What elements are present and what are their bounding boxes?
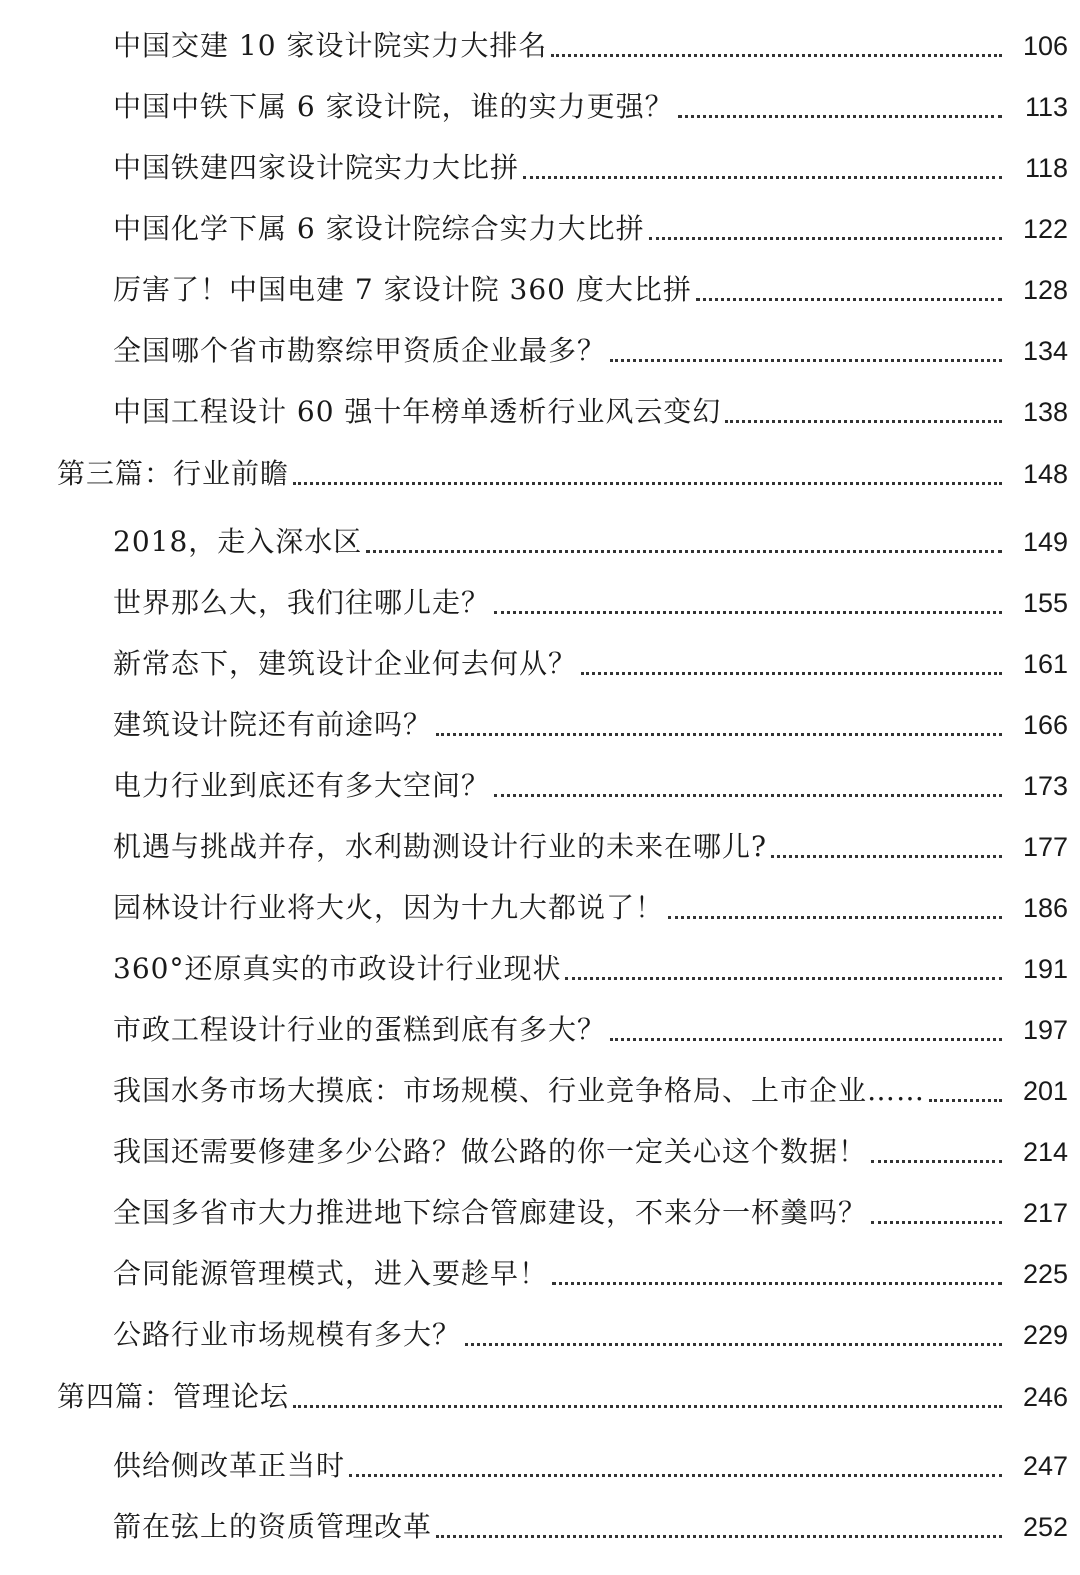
toc-entry[interactable]: [0, 1010, 1080, 1050]
toc-entry[interactable]: [0, 1071, 1080, 1111]
toc-entry[interactable]: [0, 705, 1080, 745]
toc-entry[interactable]: [0, 1193, 1080, 1233]
toc-entry-title: 供给侧改革正当时: [113, 1449, 346, 1482]
dot-leader: [523, 176, 1002, 179]
dot-leader: [610, 1038, 1002, 1041]
toc-entry-title: 我国水务市场大摸底：市场规模、行业竞争格局、上市企业……: [113, 1074, 926, 1107]
toc-page-number: 197: [1022, 1015, 1068, 1045]
toc-entry-title: 全国多省市大力推进地下综合管廊建设，不来分一杯羹吗？: [113, 1196, 868, 1229]
toc-entry[interactable]: [0, 949, 1080, 989]
toc-entry-title: 公路行业市场规模有多大？: [113, 1318, 462, 1351]
toc-entry[interactable]: [0, 331, 1080, 371]
dot-leader: [436, 733, 1002, 736]
dot-leader: [678, 115, 1002, 118]
toc-page-number: 173: [1022, 771, 1068, 801]
toc-page-number: 113: [1024, 92, 1068, 122]
toc-page-number: 122: [1022, 214, 1068, 244]
dot-leader: [349, 1474, 1002, 1477]
dot-leader: [668, 916, 1002, 919]
toc-page-number: 161: [1022, 649, 1068, 679]
toc-entry-title: 园林设计行业将大火，因为十九大都说了！: [113, 891, 665, 924]
toc-entry[interactable]: [0, 209, 1080, 249]
dot-leader: [649, 237, 1002, 240]
toc-entry-title: 厉害了！中国电建 7 家设计院 360 度大比拼: [113, 273, 692, 306]
toc-entry[interactable]: [0, 1507, 1080, 1547]
toc-page-number: 214: [1022, 1137, 1068, 1167]
dot-leader: [871, 1221, 1002, 1224]
toc-part-heading[interactable]: [0, 454, 1080, 494]
toc-entry-title: 360°还原真实的市政设计行业现状: [113, 952, 562, 985]
toc-entry[interactable]: [0, 392, 1080, 432]
toc-page-number: 128: [1022, 275, 1068, 305]
toc-page-number: 225: [1022, 1259, 1068, 1289]
dot-leader: [610, 359, 1002, 362]
toc-entry[interactable]: [0, 270, 1080, 310]
toc-page-number: 134: [1022, 336, 1068, 366]
dot-leader: [494, 611, 1002, 614]
toc-page-number: 155: [1022, 588, 1068, 618]
toc-entry-title: 中国化学下属 6 家设计院综合实力大比拼: [113, 212, 645, 245]
toc-entry[interactable]: [0, 1446, 1080, 1486]
dot-leader: [552, 1282, 1002, 1285]
toc-entry[interactable]: [0, 644, 1080, 684]
toc-entry[interactable]: [0, 766, 1080, 806]
dot-leader: [436, 1535, 1002, 1538]
toc-page-number: 106: [1022, 31, 1068, 61]
toc-entry[interactable]: [0, 87, 1080, 127]
toc-entry-title: 2018，走入深水区: [113, 525, 363, 558]
toc-page-number: 247: [1022, 1451, 1068, 1481]
toc-page-number: 246: [1022, 1382, 1068, 1412]
toc-page-number: 191: [1022, 954, 1068, 984]
toc-entry[interactable]: [0, 583, 1080, 623]
toc-entry[interactable]: [0, 26, 1080, 66]
toc-page-number: 148: [1022, 459, 1068, 489]
dot-leader: [725, 420, 1002, 423]
dot-leader: [551, 54, 1002, 57]
toc-page-number: 149: [1022, 527, 1068, 557]
toc-page-number: 252: [1022, 1512, 1068, 1542]
toc-entry-title: 新常态下，建筑设计企业何去何从？: [113, 647, 578, 680]
toc-entry-title: 建筑设计院还有前途吗？: [113, 708, 433, 741]
toc-entry-title: 世界那么大，我们往哪儿走？: [113, 586, 491, 619]
toc-entry-title: 中国中铁下属 6 家设计院，谁的实力更强？: [113, 90, 674, 123]
toc-entry-title: 合同能源管理模式，进入要趁早！: [113, 1257, 549, 1290]
toc-page-number: 166: [1022, 710, 1068, 740]
toc-entry-title: 市政工程设计行业的蛋糕到底有多大？: [113, 1013, 607, 1046]
toc-page-number: 177: [1022, 832, 1068, 862]
dot-leader: [929, 1099, 1002, 1102]
toc-entry-title: 中国工程设计 60 强十年榜单透析行业风云变幻: [113, 395, 722, 428]
dot-leader: [465, 1343, 1002, 1346]
dot-leader: [696, 298, 1002, 301]
toc-part-title: 第三篇：行业前瞻: [57, 457, 290, 490]
toc-page-number: 217: [1022, 1198, 1068, 1228]
dot-leader: [771, 855, 1002, 858]
toc-entry[interactable]: [0, 827, 1080, 867]
toc-page-number: 138: [1022, 397, 1068, 427]
toc-page-number: 229: [1022, 1320, 1068, 1350]
toc-page-number: 186: [1022, 893, 1068, 923]
toc-part-heading[interactable]: [0, 1377, 1080, 1417]
toc-page-number: 118: [1024, 153, 1068, 183]
dot-leader: [565, 977, 1002, 980]
dot-leader: [366, 550, 1002, 553]
dot-leader: [494, 794, 1002, 797]
toc-entry-title: 全国哪个省市勘察综甲资质企业最多？: [113, 334, 607, 367]
dot-leader: [293, 482, 1002, 485]
toc-page-number: 201: [1022, 1076, 1068, 1106]
toc-entry[interactable]: [0, 522, 1080, 562]
toc-entry[interactable]: [0, 888, 1080, 928]
toc-entry[interactable]: [0, 1254, 1080, 1294]
toc-entry[interactable]: [0, 148, 1080, 188]
toc-part-title: 第四篇：管理论坛: [57, 1380, 290, 1413]
toc-entry[interactable]: [0, 1315, 1080, 1355]
toc-entry-title: 电力行业到底还有多大空间？: [113, 769, 491, 802]
toc-entry[interactable]: [0, 1132, 1080, 1172]
dot-leader: [871, 1160, 1002, 1163]
toc-entry-title: 机遇与挑战并存，水利勘测设计行业的未来在哪儿?: [113, 830, 768, 863]
toc-entry-title: 中国交建 10 家设计院实力大排名: [113, 29, 548, 62]
toc-entry-title: 我国还需要修建多少公路？做公路的你一定关心这个数据！: [113, 1135, 868, 1168]
dot-leader: [293, 1405, 1002, 1408]
toc-entry-title: 中国铁建四家设计院实力大比拼: [113, 151, 520, 184]
dot-leader: [581, 672, 1002, 675]
toc-entry-title: 箭在弦上的资质管理改革: [113, 1510, 433, 1543]
